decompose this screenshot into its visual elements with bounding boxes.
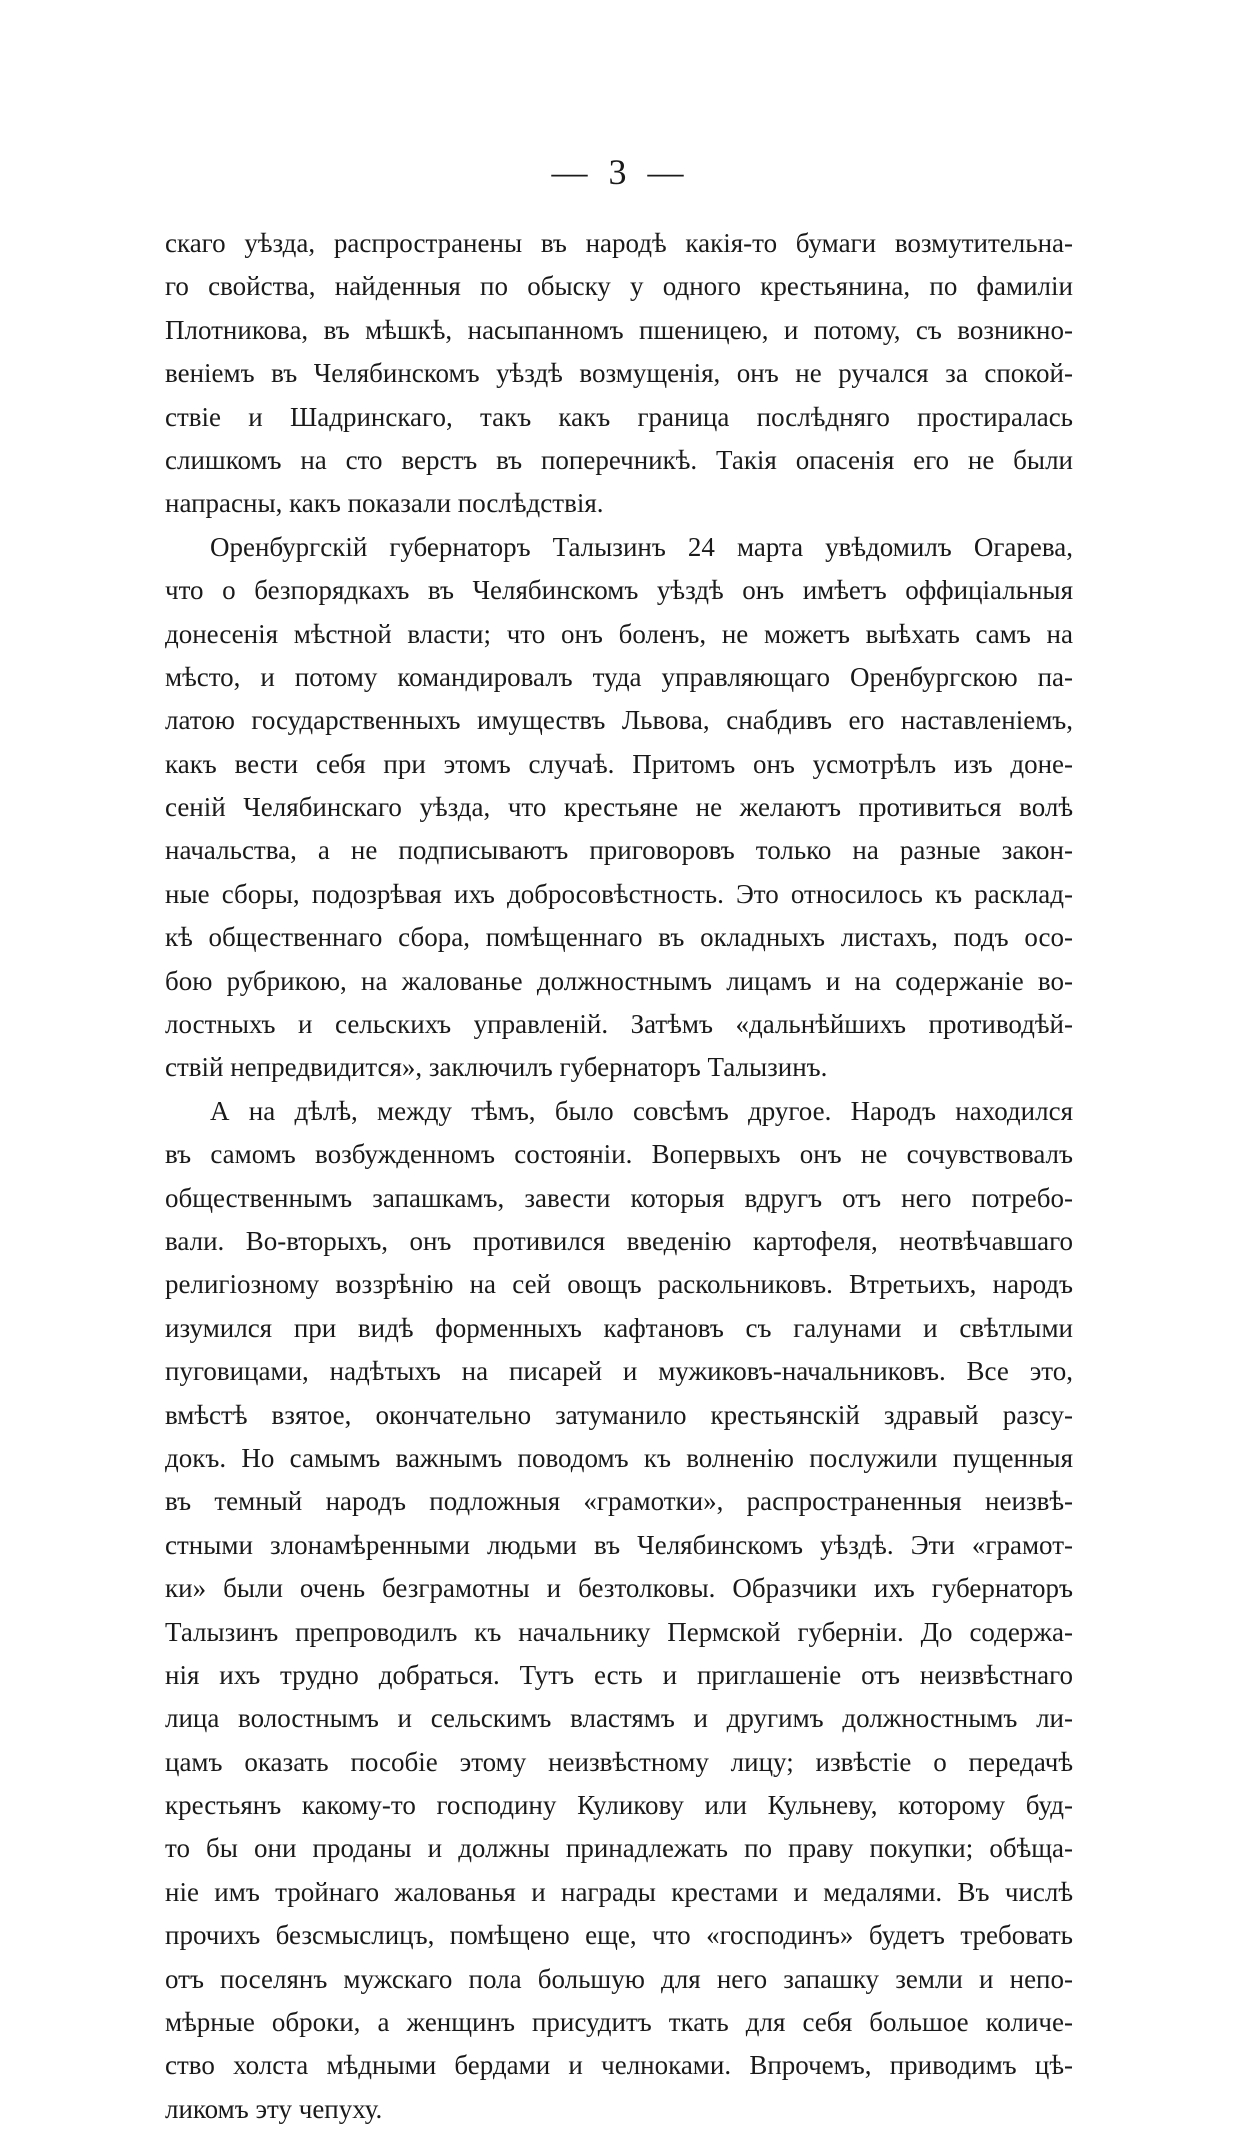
text-line: цамъ оказать пособіе этому неизвѣстному лицу; извѣстіе о передачѣ <box>165 1746 1073 1777</box>
body-text <box>165 222 1073 2131</box>
text-line: какъ вести себя при этомъ случаѣ. Притомъ онъ усмотрѣлъ изъ доне- <box>165 748 1073 779</box>
text-line: напрасны, какъ показали послѣдствія. <box>165 488 604 519</box>
text-line: А на дѣлѣ, между тѣмъ, было совсѣмъ другое. Народъ находился <box>210 1095 1073 1126</box>
text-line: ство холста мѣдными бердами и челноками. Впрочемъ, приводимъ цѣ- <box>165 2050 1073 2081</box>
text-line: слишкомъ на сто верстъ въ поперечникѣ. Такія опасенія его не были <box>165 444 1073 475</box>
text-line: изумился при видѣ форменныхъ кафтановъ съ галунами и свѣтлыми <box>165 1312 1073 1343</box>
text-line: ствій непредвидится», заключилъ губернаторъ Талызинъ. <box>165 1052 828 1083</box>
text-line: что о безпорядкахъ въ Челябинскомъ уѣздѣ онъ имѣетъ оффиціальныя <box>165 575 1073 606</box>
text-line: крестьянъ какому-то господину Куликову или Кульневу, которому буд- <box>165 1790 1073 1821</box>
text-line: латою государственныхъ имуществъ Львова, снабдивъ его наставленіемъ, <box>165 705 1073 736</box>
text-line: стными злонамѣренными людьми въ Челябинскомъ уѣздѣ. Эти «грамот- <box>165 1529 1073 1560</box>
text-line: го свойства, найденныя по обыску у одного крестьянина, по фамиліи <box>165 271 1073 302</box>
text-line: ликомъ эту чепуху. <box>165 2093 383 2124</box>
page-number: — 3 — <box>551 152 690 192</box>
text-line: ки» были очень безграмотны и безтолковы. Образчики ихъ губернаторъ <box>165 1573 1073 1604</box>
text-line: Оренбургскій губернаторъ Талызинъ 24 марта увѣдомилъ Огарева, <box>210 531 1073 562</box>
text-line: мѣрные оброки, а женщинъ присудитъ ткать для себя большое количе- <box>165 2007 1073 2038</box>
text-line: отъ поселянъ мужскаго пола большую для него запашку земли и непо- <box>165 1963 1073 1994</box>
text-line: въ темный народъ подложныя «грамотки», распространенныя неизвѣ- <box>165 1486 1073 1517</box>
text-line: Плотникова, въ мѣшкѣ, насыпанномъ пшеницею, и потому, съ возникно- <box>165 314 1073 345</box>
text-line: кѣ общественнаго сбора, помѣщеннаго въ окладныхъ листахъ, подъ осо- <box>165 922 1073 953</box>
text-line: мѣсто, и потому командировалъ туда управляющаго Оренбургскою па- <box>165 661 1073 692</box>
text-line: бою рубрикою, на жалованье должностнымъ лицамъ и на содержаніе во- <box>165 965 1073 996</box>
text-line: докъ. Но самымъ важнымъ поводомъ къ волненію послужили пущенныя <box>165 1442 1073 1473</box>
text-line: веніемъ въ Челябинскомъ уѣздѣ возмущенія, онъ не ручался за спокой- <box>165 358 1073 389</box>
text-line: вмѣстѣ взятое, окончательно затуманило крестьянскій здравый разсу- <box>165 1399 1073 1430</box>
text-line: религіозному воззрѣнію на сей овощъ раскольниковъ. Втретьихъ, народъ <box>165 1269 1073 1300</box>
text-line: Талызинъ препроводилъ къ начальнику Пермской губерніи. До содержа- <box>165 1616 1073 1647</box>
text-line: пуговицами, надѣтыхъ на писарей и мужиковъ-начальниковъ. Все это, <box>165 1356 1073 1387</box>
text-line: сеній Челябинскаго уѣзда, что крестьяне не желаютъ противиться волѣ <box>165 792 1073 823</box>
text-line: ніе имъ тройнаго жалованья и награды крестами и медалями. Въ числѣ <box>165 1876 1073 1907</box>
text-line: лица волостнымъ и сельскимъ властямъ и другимъ должностнымъ ли- <box>165 1703 1073 1734</box>
text-line: то бы они проданы и должны принадлежать по праву покупки; обѣща- <box>165 1833 1073 1864</box>
text-line: вали. Во-вторыхъ, онъ противился введенію картофеля, неотвѣчавшаго <box>165 1225 1073 1256</box>
text-line: начальства, а не подписываютъ приговоровъ только на разные закон- <box>165 835 1073 866</box>
text-line: скаго уѣзда, распространены въ народѣ какія-то бумаги возмутительна- <box>165 228 1073 258</box>
text-line: общественнымъ запашкамъ, завести которыя вдругъ отъ него потребо- <box>165 1182 1073 1213</box>
text-line: лостныхъ и сельскихъ управленій. Затѣмъ «дальнѣйшихъ противодѣй- <box>165 1009 1073 1040</box>
text-line: нія ихъ трудно добраться. Тутъ есть и приглашеніе отъ неизвѣстнаго <box>165 1659 1073 1690</box>
text-line: прочихъ безсмыслицъ, помѣщено еще, что «господинъ» будетъ требовать <box>165 1920 1073 1951</box>
text-line: ные сборы, подозрѣвая ихъ добросовѣстность. Это относилось къ расклад- <box>165 878 1073 909</box>
text-line: ствіе и Шадринскаго, такъ какъ граница послѣдняго простиралась <box>165 401 1073 432</box>
text-line: въ самомъ возбужденномъ состояніи. Вопервыхъ онъ не сочувствовалъ <box>165 1139 1073 1170</box>
text-line: донесенія мѣстной власти; что онъ боленъ, не можетъ выѣхать самъ на <box>165 618 1073 649</box>
